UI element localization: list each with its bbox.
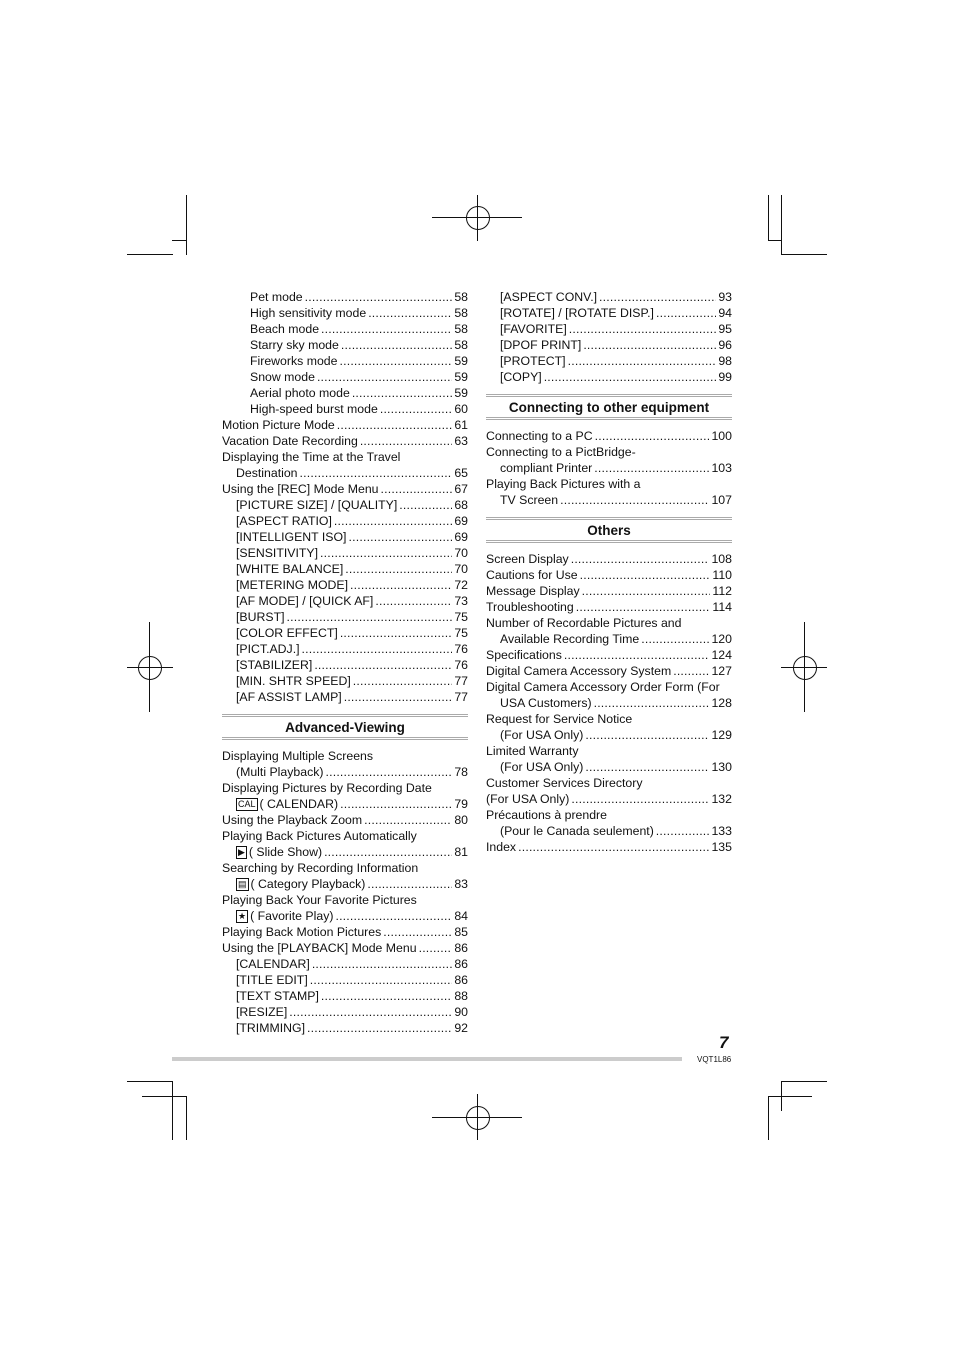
- toc-page-number: 58: [454, 338, 468, 352]
- leader-dots: [580, 567, 711, 583]
- toc-page-number: 58: [454, 322, 468, 336]
- footer-divider: [172, 1057, 682, 1061]
- leader-dots: [399, 497, 452, 513]
- toc-entry-title: Playing Back Pictures with a: [486, 477, 641, 491]
- toc-page-number: 127: [711, 664, 732, 678]
- leader-dots: [307, 1020, 452, 1036]
- toc-entry: [222, 748, 468, 764]
- toc-entry-title: [TEXT STAMP]: [236, 989, 319, 1003]
- toc-entry-title: Using the Playback Zoom: [222, 813, 363, 827]
- leader-dots: [360, 433, 453, 449]
- toc-entry-title: Destination: [236, 466, 298, 480]
- toc-entry-title: Number of Recordable Pictures and: [486, 616, 682, 630]
- leader-dots: [312, 956, 453, 972]
- toc-entry: [486, 551, 732, 567]
- toc-entry: [222, 641, 468, 657]
- toc-entry-title: [BURST]: [236, 610, 285, 624]
- toc-entry: [222, 289, 468, 305]
- leader-dots: [350, 577, 452, 593]
- toc-entry: [222, 433, 468, 449]
- mode-icon: ★: [238, 911, 247, 922]
- toc-entry: [222, 908, 468, 924]
- leader-dots: [582, 583, 711, 599]
- toc-page-number: 77: [454, 690, 468, 704]
- toc-page-number: 133: [711, 824, 732, 838]
- toc-page-number: 112: [712, 584, 732, 598]
- toc-left-column: [222, 289, 468, 1036]
- toc-entry: [222, 780, 468, 796]
- toc-entry-title: Playing Back Motion Pictures: [222, 925, 382, 939]
- toc-entry: [486, 321, 732, 337]
- toc-page-number: 114: [712, 600, 732, 614]
- toc-page-number: 58: [454, 306, 468, 320]
- toc-entry-title: [TITLE EDIT]: [236, 973, 308, 987]
- toc-entry: [222, 844, 468, 860]
- page-number: 7: [719, 1033, 729, 1052]
- toc-entry: [486, 727, 732, 743]
- toc-entry: [222, 545, 468, 561]
- toc-entry-title: [ASPECT RATIO]: [236, 514, 332, 528]
- toc-page-number: 90: [454, 1005, 468, 1019]
- toc-entry: [486, 583, 732, 599]
- leader-dots: [383, 924, 452, 940]
- section-heading-connecting: Connecting to other equipment: [486, 394, 732, 420]
- toc-page-number: 77: [454, 674, 468, 688]
- toc-page-number: 75: [454, 626, 468, 640]
- toc-page-number: 100: [711, 429, 732, 443]
- toc-entry-title: Connecting to a PC: [486, 429, 593, 443]
- toc-entry-title: [MIN. SHTR SPEED]: [236, 674, 351, 688]
- leader-dots: [317, 369, 452, 385]
- model-code: VQT1L86: [697, 1055, 732, 1064]
- toc-page-number: 75: [454, 610, 468, 624]
- toc-page-number: 69: [454, 530, 468, 544]
- toc-entry-title: Available Recording Time: [500, 632, 640, 646]
- toc-entry-title: [STABILIZER]: [236, 658, 313, 672]
- leader-dots: [518, 839, 709, 855]
- leader-dots: [340, 625, 453, 641]
- toc-entry: [222, 513, 468, 529]
- toc-page-number: 60: [454, 402, 468, 416]
- toc-entry-title: [COLOR EFFECT]: [236, 626, 338, 640]
- toc-entry: [486, 369, 732, 385]
- toc-page-number: 73: [454, 594, 468, 608]
- leader-dots: [289, 1004, 452, 1020]
- toc-page-number: 86: [454, 957, 468, 971]
- toc-entry-title: Précautions à prendre: [486, 808, 607, 822]
- leader-dots: [568, 353, 717, 369]
- toc-page-number: 68: [454, 498, 468, 512]
- toc-entry-title: [TRIMMING]: [236, 1021, 305, 1035]
- toc-entry-title: [SENSITIVITY]: [236, 546, 318, 560]
- toc-entry-title: Aerial photo mode: [250, 386, 350, 400]
- toc-page-number: 59: [454, 370, 468, 384]
- toc-entry-title: ★ ( Favorite Play): [238, 909, 334, 923]
- toc-entry: [222, 924, 468, 940]
- leader-dots: [341, 337, 452, 353]
- toc-entry-title: Vacation Date Recording: [222, 434, 358, 448]
- leader-dots: [345, 561, 452, 577]
- toc-entry-title: CAL ( CALENDAR): [238, 797, 339, 811]
- toc-entry: [486, 444, 732, 460]
- toc-entry-title: [ROTATE] / [ROTATE DISP.]: [500, 306, 654, 320]
- toc-entry-title: (Pour le Canada seulement): [500, 824, 654, 838]
- leader-dots: [576, 599, 711, 615]
- toc-page-number: 81: [454, 845, 468, 859]
- toc-entry-title: ▶ ( Slide Show): [238, 845, 323, 859]
- toc-page-number: 78: [454, 765, 468, 779]
- toc-entry: [222, 353, 468, 369]
- section-heading-others: Others: [486, 517, 732, 543]
- toc-entry-title: Starry sky mode: [250, 338, 339, 352]
- toc-entry: [222, 385, 468, 401]
- mode-icon: ▤: [238, 879, 247, 890]
- toc-entry: [222, 305, 468, 321]
- toc-entry: [486, 679, 732, 695]
- toc-entry-title: [DPOF PRINT]: [500, 338, 582, 352]
- toc-page-number: 58: [454, 290, 468, 304]
- toc-entry-title: [AF MODE] / [QUICK AF]: [236, 594, 374, 608]
- leader-dots: [321, 988, 452, 1004]
- toc-entry-title: Searching by Recording Information: [222, 861, 419, 875]
- leader-dots: [564, 647, 710, 663]
- leader-dots: [585, 759, 709, 775]
- toc-entry: [486, 839, 732, 855]
- leader-dots: [595, 428, 710, 444]
- toc-page-number: 103: [711, 461, 732, 475]
- section-heading-advanced-viewing: Advanced-Viewing: [222, 714, 468, 740]
- toc-entry: [486, 663, 732, 679]
- toc-page-number: 83: [454, 877, 468, 891]
- leader-dots: [380, 401, 452, 417]
- leader-dots: [585, 727, 709, 743]
- toc-entry: [486, 460, 732, 476]
- toc-page-number: 86: [454, 941, 468, 955]
- toc-entry: [222, 1020, 468, 1036]
- toc-entry: [222, 561, 468, 577]
- leader-dots: [375, 593, 452, 609]
- toc-page-number: 84: [454, 909, 468, 923]
- toc-entry-title: (For USA Only): [486, 792, 570, 806]
- toc-entry-title: ▤ ( Category Playback): [238, 877, 366, 891]
- leader-dots: [344, 689, 453, 705]
- leader-dots: [287, 609, 453, 625]
- toc-page-number: 96: [718, 338, 732, 352]
- toc-page-number: 70: [454, 546, 468, 560]
- leader-dots: [656, 305, 716, 321]
- toc-entry: [222, 812, 468, 828]
- toc-page-number: 70: [454, 562, 468, 576]
- toc-entry-title: [COPY]: [500, 370, 542, 384]
- toc-entry-title: (Multi Playback): [236, 765, 324, 779]
- leader-dots: [599, 289, 716, 305]
- toc-entry-title: compliant Printer: [500, 461, 593, 475]
- toc-page-number: 129: [711, 728, 732, 742]
- toc-entry: [222, 529, 468, 545]
- toc-entry: [486, 791, 732, 807]
- toc-right-column: [486, 289, 732, 855]
- toc-entry-title: Displaying Multiple Screens: [222, 749, 374, 763]
- toc-page-number: 63: [454, 434, 468, 448]
- leader-dots: [368, 305, 452, 321]
- toc-entry: [222, 860, 468, 876]
- toc-entry-title: High-speed burst mode: [250, 402, 378, 416]
- toc-entry: [486, 695, 732, 711]
- toc-entry: [486, 567, 732, 583]
- leader-dots: [571, 551, 710, 567]
- toc-entry-title: Cautions for Use: [486, 568, 578, 582]
- toc-entry-title: Connecting to a PictBridge-: [486, 445, 636, 459]
- toc-entry-title: Displaying the Time at the Travel: [222, 450, 401, 464]
- leader-dots: [544, 369, 717, 385]
- toc-page-number: 95: [718, 322, 732, 336]
- toc-entry: [222, 940, 468, 956]
- toc-page-number: 79: [454, 797, 468, 811]
- toc-entry: [222, 337, 468, 353]
- toc-entry-title: Pet mode: [250, 290, 303, 304]
- toc-entry: [486, 305, 732, 321]
- leader-dots: [571, 791, 709, 807]
- leader-dots: [560, 492, 709, 508]
- toc-entry: [486, 289, 732, 305]
- toc-entry: [486, 337, 732, 353]
- leader-dots: [419, 940, 453, 956]
- toc-entry-title: TV Screen: [500, 493, 559, 507]
- toc-page-number: 76: [454, 658, 468, 672]
- toc-page-number: 94: [718, 306, 732, 320]
- toc-entry: [222, 497, 468, 513]
- leader-dots: [381, 481, 453, 497]
- toc-entry: [222, 956, 468, 972]
- leader-dots: [305, 289, 453, 305]
- toc-entry-title: Motion Picture Mode: [222, 418, 335, 432]
- toc-entry-title: Digital Camera Accessory System: [486, 664, 672, 678]
- toc-entry: [486, 631, 732, 647]
- toc-entry: [486, 775, 732, 791]
- leader-dots: [337, 417, 453, 433]
- toc-entry-title: [AF ASSIST LAMP]: [236, 690, 342, 704]
- toc-entry: [222, 972, 468, 988]
- toc-page-number: 110: [712, 568, 732, 582]
- toc-entry-title: USA Customers): [500, 696, 592, 710]
- toc-entry: [222, 449, 468, 465]
- toc-entry: [222, 828, 468, 844]
- toc-entry: [486, 476, 732, 492]
- toc-entry: [486, 599, 732, 615]
- toc-entry: [222, 796, 468, 812]
- toc-entry-title: Request for Service Notice: [486, 712, 633, 726]
- leader-dots: [656, 823, 710, 839]
- toc-page-number: 135: [711, 840, 732, 854]
- toc-entry-title: [PICTURE SIZE] / [QUALITY]: [236, 498, 398, 512]
- toc-entry: [222, 876, 468, 892]
- leader-dots: [339, 353, 452, 369]
- toc-page-number: 76: [454, 642, 468, 656]
- toc-entry-title: Index: [486, 840, 517, 854]
- leader-dots: [334, 513, 452, 529]
- toc-entry: [222, 577, 468, 593]
- toc-entry: [222, 321, 468, 337]
- toc-entry-title: Snow mode: [250, 370, 315, 384]
- toc-entry: [222, 481, 468, 497]
- toc-entry-title: (For USA Only): [500, 728, 584, 742]
- toc-entry-title: [ASPECT CONV.]: [500, 290, 598, 304]
- toc-page-number: 86: [454, 973, 468, 987]
- toc-entry: [486, 428, 732, 444]
- toc-group: [486, 551, 732, 855]
- leader-dots: [673, 663, 709, 679]
- leader-dots: [320, 545, 452, 561]
- toc-entry-title: High sensitivity mode: [250, 306, 367, 320]
- leader-dots: [569, 321, 717, 337]
- toc-entry-title: Using the [PLAYBACK] Mode Menu: [222, 941, 417, 955]
- leader-dots: [324, 844, 452, 860]
- toc-group: [222, 748, 468, 1036]
- toc-entry-title: [PROTECT]: [500, 354, 566, 368]
- toc-entry-title: [INTELLIGENT ISO]: [236, 530, 347, 544]
- leader-dots: [321, 321, 452, 337]
- toc-entry: [486, 711, 732, 727]
- toc-entry-title: Fireworks mode: [250, 354, 338, 368]
- leader-dots: [310, 972, 453, 988]
- toc-entry: [222, 673, 468, 689]
- toc-entry: [222, 764, 468, 780]
- toc-entry-title: Playing Back Your Favorite Pictures: [222, 893, 417, 907]
- toc-page-number: 128: [711, 696, 732, 710]
- toc-page-number: 93: [718, 290, 732, 304]
- toc-entry: [222, 892, 468, 908]
- leader-dots: [364, 812, 452, 828]
- toc-entry: [222, 401, 468, 417]
- toc-entry: [222, 593, 468, 609]
- toc-page-number: 120: [711, 632, 732, 646]
- toc-entry: [222, 657, 468, 673]
- leader-dots: [325, 764, 452, 780]
- leader-dots: [367, 876, 452, 892]
- toc-group: [222, 289, 468, 705]
- toc-entry: [486, 615, 732, 631]
- toc-entry-title: [RESIZE]: [236, 1005, 288, 1019]
- toc-page-number: 67: [454, 482, 468, 496]
- toc-entry-title: [METERING MODE]: [236, 578, 349, 592]
- toc-entry: [486, 759, 732, 775]
- toc-page-number: 69: [454, 514, 468, 528]
- toc-entry-title: Playing Back Pictures Automatically: [222, 829, 417, 843]
- leader-dots: [353, 673, 453, 689]
- toc-entry: [222, 689, 468, 705]
- toc-page-number: 61: [454, 418, 468, 432]
- toc-entry: [222, 417, 468, 433]
- leader-dots: [340, 796, 452, 812]
- leader-dots: [335, 908, 452, 924]
- toc-entry-title: Message Display: [486, 584, 580, 598]
- toc-page-number: 59: [454, 354, 468, 368]
- leader-dots: [594, 695, 710, 711]
- toc-page-number: 130: [711, 760, 732, 774]
- leader-dots: [352, 385, 453, 401]
- leader-dots: [314, 657, 452, 673]
- toc-entry: [486, 807, 732, 823]
- toc-entry: [222, 988, 468, 1004]
- toc-entry-title: Using the [REC] Mode Menu: [222, 482, 379, 496]
- toc-page-number: 65: [454, 466, 468, 480]
- toc-entry: [486, 492, 732, 508]
- toc-entry-title: Digital Camera Accessory Order Form (For: [486, 680, 720, 694]
- toc-entry: [222, 609, 468, 625]
- toc-entry-title: Screen Display: [486, 552, 569, 566]
- toc-entry-title: (For USA Only): [500, 760, 584, 774]
- mode-icon: CAL: [238, 799, 256, 810]
- toc-entry: [222, 1004, 468, 1020]
- leader-dots: [348, 529, 452, 545]
- toc-entry: [222, 465, 468, 481]
- toc-page-number: 85: [454, 925, 468, 939]
- toc-page-number: 124: [711, 648, 732, 662]
- leader-dots: [583, 337, 716, 353]
- toc-group: [486, 428, 732, 508]
- toc-entry: [486, 647, 732, 663]
- toc-group: [486, 289, 732, 385]
- toc-entry-title: Beach mode: [250, 322, 320, 336]
- toc-entry: [486, 743, 732, 759]
- toc-page-number: 132: [711, 792, 732, 806]
- leader-dots: [594, 460, 709, 476]
- toc-page-number: 59: [454, 386, 468, 400]
- toc-page-number: 92: [454, 1021, 468, 1035]
- toc-entry: [222, 369, 468, 385]
- toc-page-number: 98: [718, 354, 732, 368]
- toc-page-number: 72: [454, 578, 468, 592]
- toc-entry-title: [FAVORITE]: [500, 322, 567, 336]
- toc-page-number: 108: [711, 552, 732, 566]
- toc-page-number: 80: [454, 813, 468, 827]
- leader-dots: [641, 631, 709, 647]
- leader-dots: [302, 641, 453, 657]
- toc-entry-title: [CALENDAR]: [236, 957, 310, 971]
- toc-page-number: 107: [711, 493, 732, 507]
- toc-entry-title: [WHITE BALANCE]: [236, 562, 344, 576]
- toc-entry-title: Displaying Pictures by Recording Date: [222, 781, 432, 795]
- toc-page-number: 99: [718, 370, 732, 384]
- leader-dots: [300, 465, 453, 481]
- toc-entry-title: [PICT.ADJ.]: [236, 642, 300, 656]
- toc-entry: [486, 353, 732, 369]
- toc-entry-title: Specifications: [486, 648, 562, 662]
- toc-entry: [222, 625, 468, 641]
- toc-page-number: 88: [454, 989, 468, 1003]
- toc-entry-title: Limited Warranty: [486, 744, 579, 758]
- mode-icon: ▶: [238, 847, 245, 858]
- toc-entry: [486, 823, 732, 839]
- toc-entry-title: Customer Services Directory: [486, 776, 643, 790]
- toc-entry-title: Troubleshooting: [486, 600, 574, 614]
